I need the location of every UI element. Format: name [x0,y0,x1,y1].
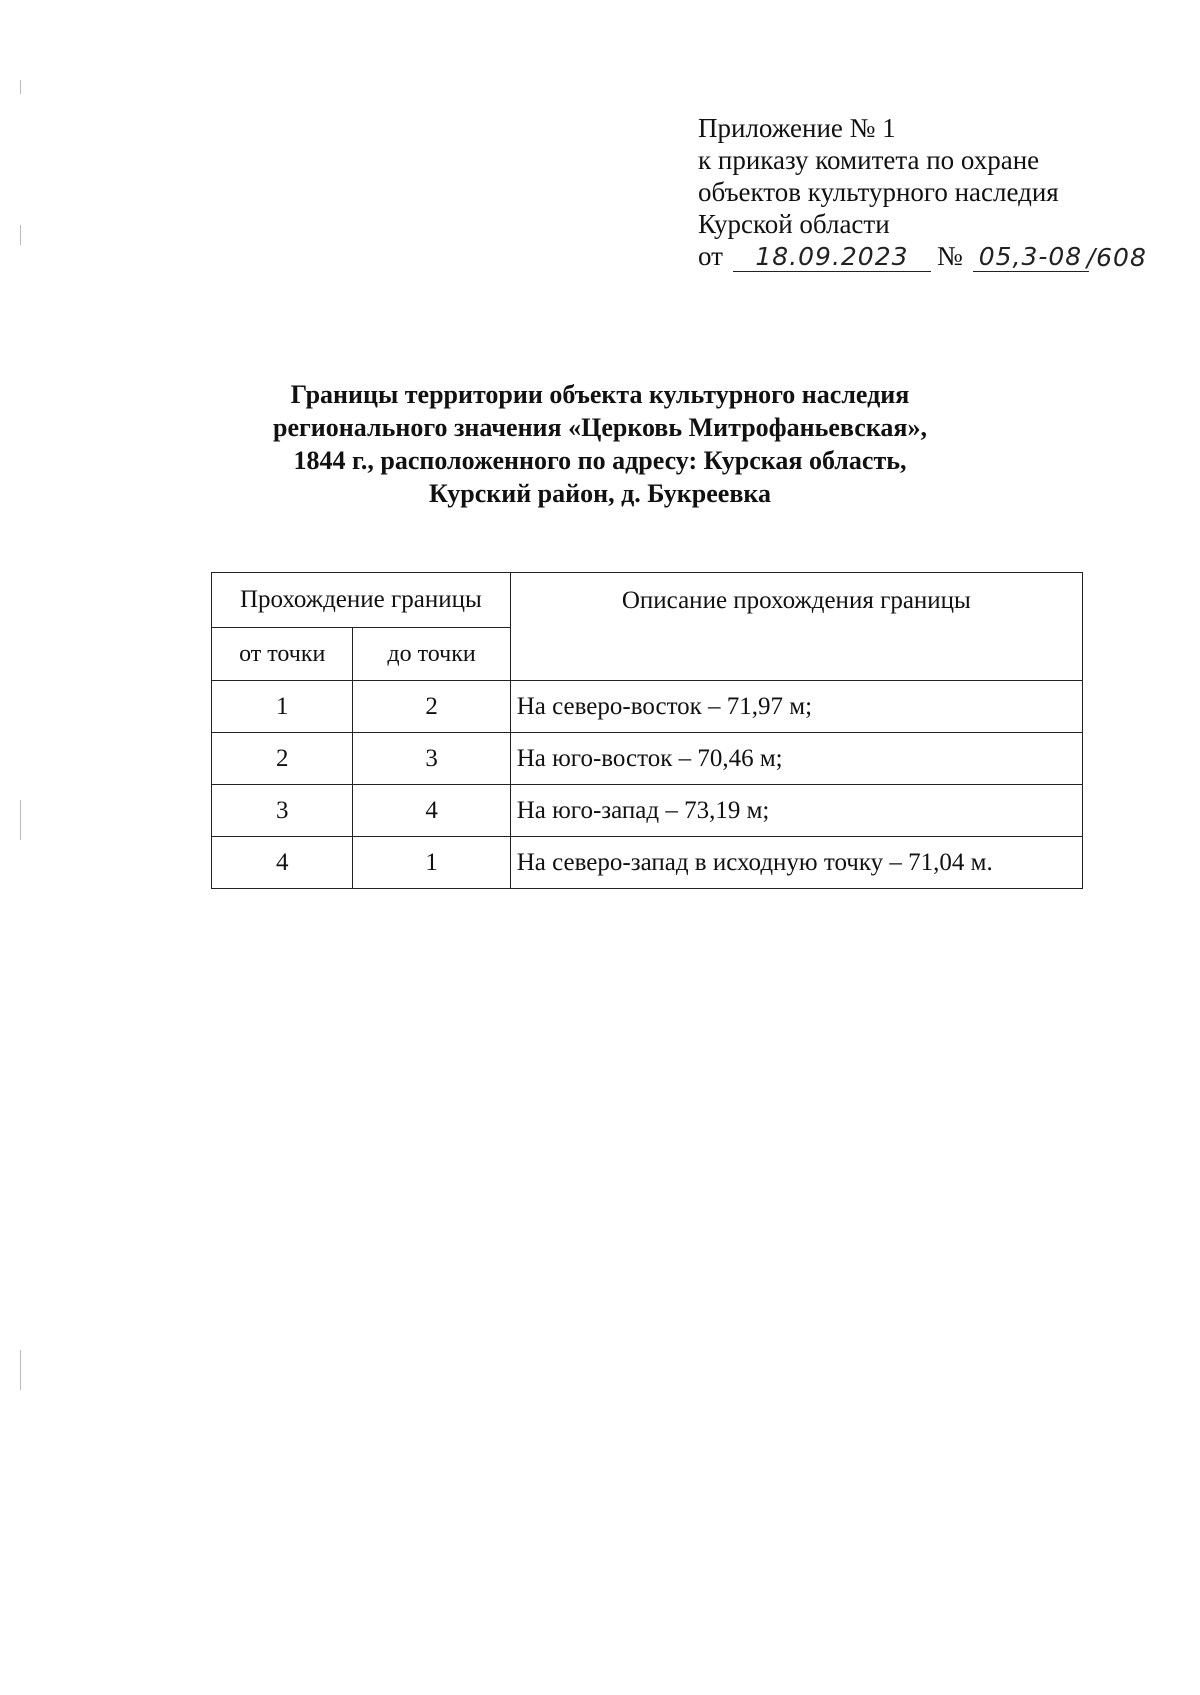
scan-speck [20,1350,21,1390]
cell-from: 4 [212,837,353,889]
cell-from: 1 [212,681,353,733]
boundary-table [211,572,1083,889]
number-label: № [936,241,963,271]
document-title [180,378,1020,510]
header-to-point: до точки [353,628,510,681]
annex-header [698,112,1147,272]
title-line-3: 1844 г., расположенного по адресу: Курская область, [293,446,907,475]
cell-from: 2 [212,733,353,785]
annex-date-number-line [698,240,1147,272]
table-row [212,785,1083,837]
scan-speck [20,225,21,245]
header-passage: Прохождение границы [212,573,511,628]
title-line-1: Границы территории объекта культурного наследия [290,380,910,409]
cell-to: 3 [353,733,510,785]
from-label: от [698,241,723,271]
title-line-2: регионального значения «Церковь Митрофаньевская», [273,413,927,442]
scan-speck [20,80,21,94]
annex-line-3: объектов культурного наследия [698,177,1059,207]
table-row [212,681,1083,733]
annex-line-1: Приложение № 1 [698,113,896,143]
title-line-4: Курский район, д. Букреевка [429,479,771,508]
handwritten-date: 18.09.2023 [733,243,931,272]
header-from-point: от точки [212,628,353,681]
cell-to: 4 [353,785,510,837]
cell-description: На северо-восток – 71,97 м; [510,681,1082,733]
table-row [212,837,1083,889]
handwritten-number: 05,3-08 [973,243,1089,272]
cell-description: На юго-запад – 73,19 м; [510,785,1082,837]
cell-to: 1 [353,837,510,889]
cell-to: 2 [353,681,510,733]
cell-description: На северо-запад в исходную точку – 71,04 м. [510,837,1082,889]
annex-line-2: к приказу комитета по охране [698,145,1040,175]
header-description: Описание прохождения границы [510,573,1082,681]
handwritten-number-tail: /608 [1086,243,1147,272]
table-header-row [212,573,1083,628]
table-row [212,733,1083,785]
cell-description: На юго-восток – 70,46 м; [510,733,1082,785]
cell-from: 3 [212,785,353,837]
annex-line-4: Курской области [698,209,890,239]
scan-speck [20,800,21,840]
